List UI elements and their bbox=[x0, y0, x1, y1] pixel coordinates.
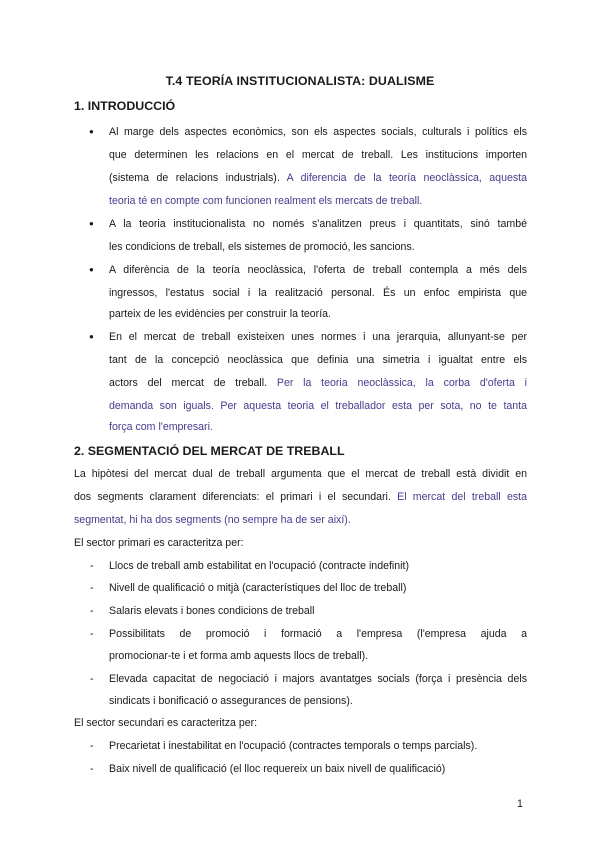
dash-icon: - bbox=[90, 560, 94, 572]
bullet-icon: ● bbox=[89, 127, 94, 136]
paragraph-line: A diferència de la teoría neoclàssica, l'oferta de treball contempla a més dels bbox=[109, 264, 527, 276]
bullet-icon: ● bbox=[89, 265, 94, 274]
dash-icon: - bbox=[90, 605, 94, 617]
list-item: Precarietat i inestabilitat en l'ocupació (contractes temporals o temps parcials). bbox=[109, 740, 478, 752]
section-1-heading: 1. INTRODUCCIÓ bbox=[74, 99, 176, 113]
list-item: Possibilitats de promoció i formació a l'empresa (l'empresa ajuda a bbox=[109, 628, 527, 640]
paragraph-line: teoria té en compte com funcionen realment els mercats de treball. bbox=[109, 195, 423, 207]
paragraph-line: En el mercat de treball existeixen unes normes i una jerarquia, allunyant-se per bbox=[109, 331, 527, 343]
paragraph-line: actors del mercat de treball. Per la teoria neoclàssica, la corba d'oferta i bbox=[109, 377, 527, 389]
list-item: Salaris elevats i bones condicions de treball bbox=[109, 605, 315, 617]
list-item: sindicats i bonificació o assegurances de pensions). bbox=[109, 695, 353, 707]
paragraph-line: les condicions de treball, els sistemes de promoció, les sancions. bbox=[109, 241, 415, 253]
dash-icon: - bbox=[90, 673, 94, 685]
primary-sector-label: El sector primari es caracteritza per: bbox=[74, 537, 244, 549]
paragraph-line: tant de la concepció neoclàssica que definia una simetria i igualtat entre els bbox=[109, 354, 527, 366]
bullet-icon: ● bbox=[89, 332, 94, 341]
paragraph-line: que determinen les relacions en el mercat de treball. Les institucions importen bbox=[109, 149, 527, 161]
page-number: 1 bbox=[517, 798, 523, 810]
dash-icon: - bbox=[90, 740, 94, 752]
list-item: Nivell de qualificació o mitjà (característiques del lloc de treball) bbox=[109, 582, 407, 594]
paragraph-line: ingressos, l'estatus social i la realització personal. És un enfoc empirista que bbox=[109, 287, 527, 299]
dash-icon: - bbox=[90, 582, 94, 594]
dash-icon: - bbox=[90, 628, 94, 640]
list-item: promocionar-te i et forma amb aquests llocs de treball). bbox=[109, 650, 369, 662]
paragraph-line: força com l'empresari. bbox=[109, 421, 213, 433]
paragraph-line: dos segments clarament diferenciats: el primari i el secundari. El mercat del treball esta bbox=[74, 491, 527, 503]
document-title: T.4 TEORÍA INSTITUCIONALISTA: DUALISME bbox=[165, 74, 435, 88]
list-item: Llocs de treball amb estabilitat en l'ocupació (contracte indefinit) bbox=[109, 560, 409, 572]
section-2-heading: 2. SEGMENTACIÓ DEL MERCAT DE TREBALL bbox=[74, 444, 345, 458]
paragraph-line: (sistema de relacions industrials). A diferencia de la teoría neoclàssica, aquesta bbox=[109, 172, 527, 184]
secondary-sector-label: El sector secundari es caracteritza per: bbox=[74, 717, 258, 729]
bullet-icon: ● bbox=[89, 219, 94, 228]
paragraph-line: La hipòtesi del mercat dual de treball argumenta que el mercat de treball està dividit en bbox=[74, 468, 527, 480]
list-item: Baix nivell de qualificació (el lloc requereix un baix nivell de qualificació) bbox=[109, 763, 446, 775]
dash-icon: - bbox=[90, 763, 94, 775]
paragraph-line: demanda son iguals. Per aquesta teoria el treballador esta per sota, no te tanta bbox=[109, 400, 527, 412]
paragraph-line: Al marge dels aspectes econòmics, son els aspectes socials, culturals i polítics els bbox=[109, 126, 527, 138]
paragraph-line: parteix de les evidències per construir la teoría. bbox=[109, 308, 331, 320]
list-item: Elevada capacitat de negociació i majors avantatges socials (força i presència dels bbox=[109, 673, 527, 685]
paragraph-line: segmentat, hi ha dos segments (no sempre ha de ser així). bbox=[74, 514, 351, 526]
paragraph-line: A la teoria institucionalista no només s'analitzen preus i quantitats, sinó també bbox=[109, 218, 527, 230]
